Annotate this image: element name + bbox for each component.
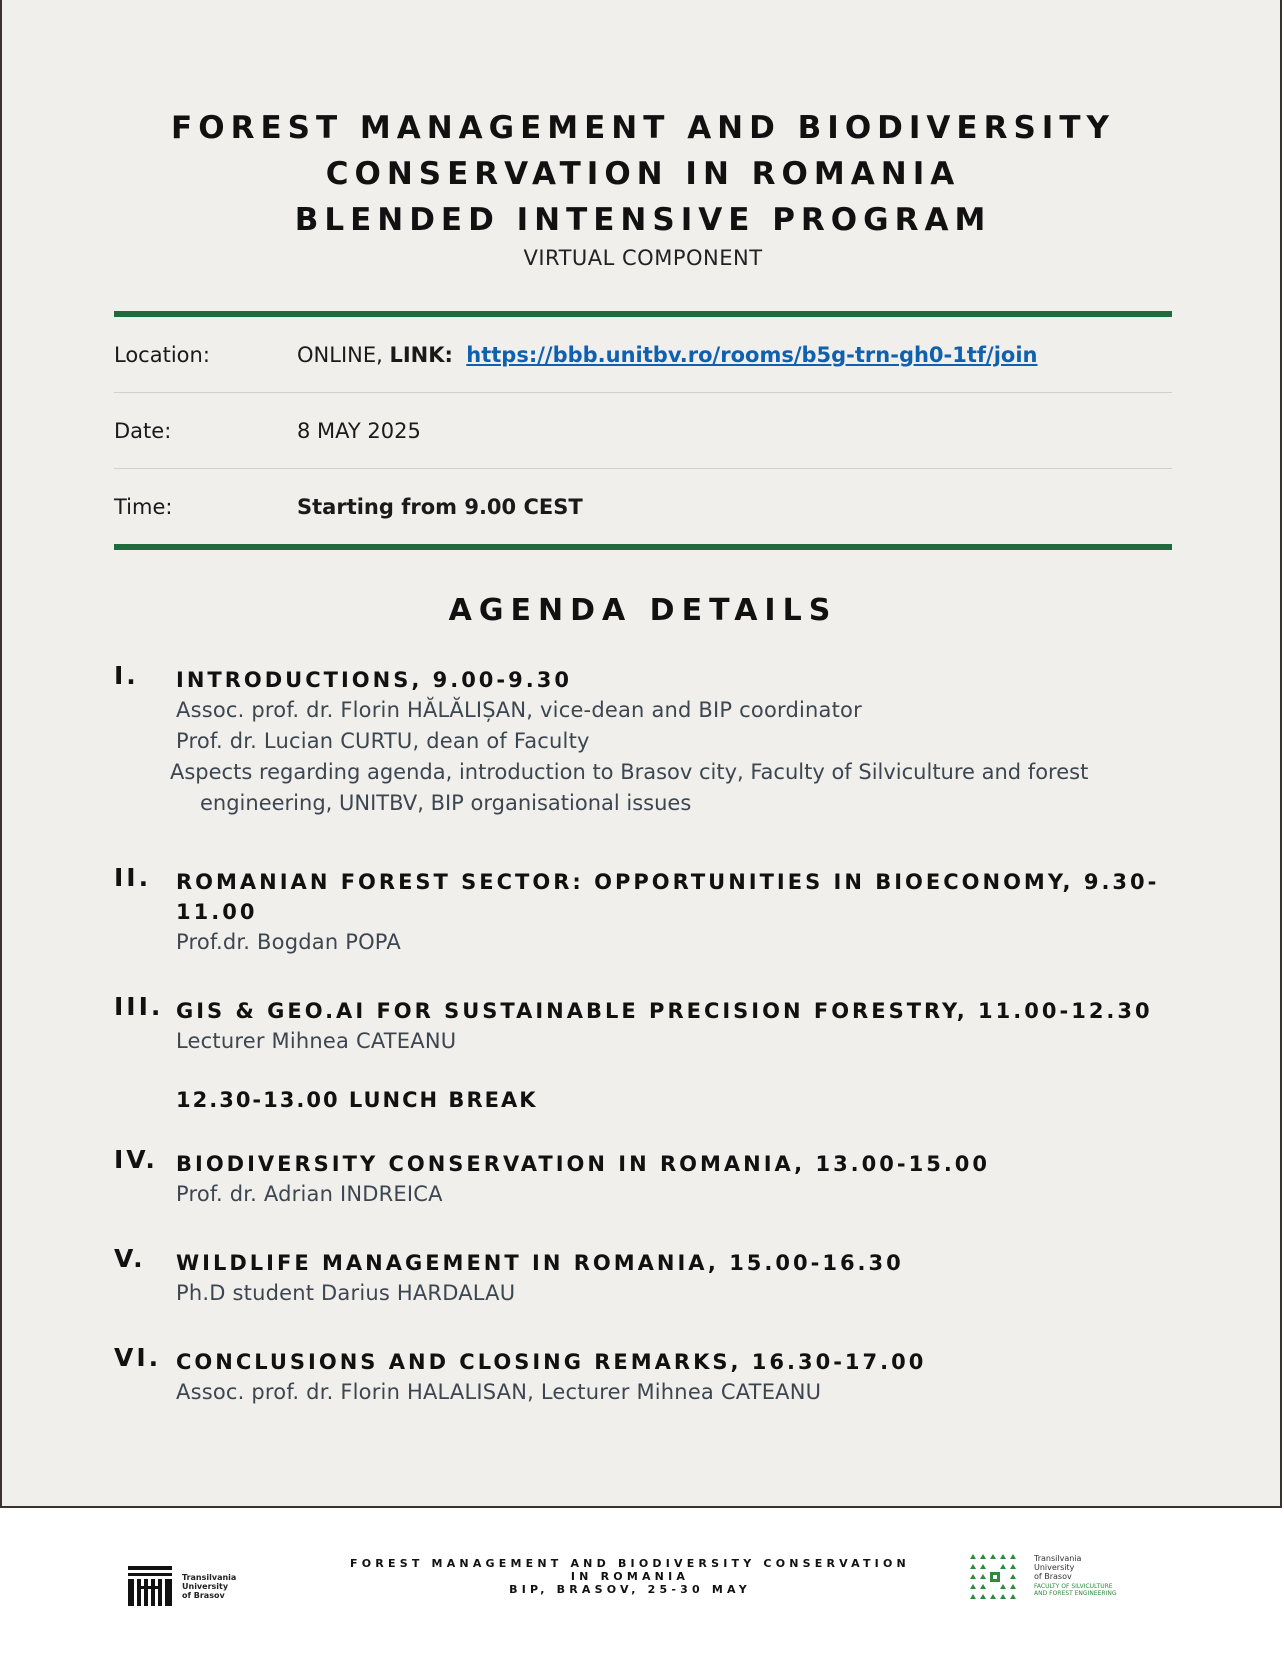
meeting-link[interactable]: https://bbb.unitbv.ro/rooms/b5g-trn-gh0-1tf/join <box>466 342 1038 367</box>
page-title-line-3: BLENDED INTENSIVE PROGRAM <box>294 202 992 238</box>
lunch-break-heading: 12.30-13.00 LUNCH BREAK <box>176 1088 538 1112</box>
agenda-item-description-line-2: engineering, UNITBV, BIP organisational issues <box>200 791 692 815</box>
date-value: 8 MAY 2025 <box>297 418 421 443</box>
agenda-item-speaker: Lecturer Mihnea CATEANU <box>176 1029 457 1053</box>
page-subtitle: VIRTUAL COMPONENT <box>523 246 763 270</box>
location-link-label: LINK: <box>389 342 453 367</box>
university-logo-left <box>128 1558 278 1614</box>
agenda-item-description <box>170 757 1174 819</box>
faculty-name-line: AND FOREST ENGINEERING <box>1034 1590 1117 1597</box>
agenda-item <box>114 992 1174 1057</box>
location-row <box>114 317 1172 392</box>
page-title-line-1: FOREST MANAGEMENT AND BIODIVERSITY <box>171 110 1115 146</box>
logo-text-line: University <box>1034 1563 1075 1572</box>
footer-line-2: IN ROMANIA <box>570 1570 690 1583</box>
faculty-tree-icon <box>970 1554 1020 1602</box>
agenda-item-heading: GIS & GEO.AI FOR SUSTAINABLE PRECISION FORESTRY, 11.00-12.30 <box>176 999 1153 1023</box>
date-row <box>114 393 1172 468</box>
agenda-item <box>114 1343 1174 1408</box>
agenda-item-heading: CONCLUSIONS AND CLOSING REMARKS, 16.30-17.00 <box>176 1350 927 1374</box>
agenda-item-speaker: Assoc. prof. dr. Florin HALALISAN, Lecturer Mihnea CATEANU <box>176 1380 822 1404</box>
university-logo-icon <box>128 1566 172 1606</box>
logo-text-line: University <box>182 1581 229 1591</box>
agenda-item <box>114 863 1174 958</box>
page-title-block <box>2 105 1284 271</box>
time-row <box>114 469 1172 544</box>
page-footer <box>0 1508 1284 1662</box>
faculty-logo-right <box>970 1554 1140 1614</box>
agenda-list <box>114 661 1174 1408</box>
logo-text-line: of Brasov <box>1034 1572 1072 1581</box>
agenda-item-heading: INTRODUCTIONS, 9.00-9.30 <box>176 668 572 692</box>
footer-program-title <box>320 1557 940 1596</box>
logo-text-line: Transilvania <box>1034 1554 1082 1563</box>
logo-text-line: Transilvania <box>182 1572 237 1582</box>
agenda-item-heading: BIODIVERSITY CONSERVATION IN ROMANIA, 13.00-15.00 <box>176 1152 991 1176</box>
location-prefix: ONLINE, <box>297 342 390 367</box>
agenda-item-speaker: Prof. dr. Lucian CURTU, dean of Faculty <box>176 729 590 753</box>
faculty-name-line: FACULTY OF SILVICULTURE <box>1034 1583 1113 1590</box>
agenda-item <box>114 661 1174 819</box>
bottom-divider <box>114 544 1172 550</box>
agenda-item-speaker: Prof.dr. Bogdan POPA <box>176 930 401 954</box>
event-info-table <box>114 311 1172 550</box>
faculty-name <box>1034 1583 1116 1597</box>
footer-line-3: BIP, BRASOV, 25-30 MAY <box>509 1583 751 1596</box>
agenda-item-heading: WILDLIFE MANAGEMENT IN ROMANIA, 15.00-16.30 <box>176 1251 904 1275</box>
logo-text-line: of Brasov <box>182 1590 225 1600</box>
agenda-item-speaker: Prof. dr. Adrian INDREICA <box>176 1182 443 1206</box>
agenda-item-numeral: IV. <box>114 1145 158 1174</box>
agenda-item-numeral: II. <box>114 863 152 892</box>
agenda-item <box>114 1145 1174 1210</box>
university-logo-text <box>182 1573 236 1600</box>
agenda-item-description-line-1: Aspects regarding agenda, introduction to Brasov city, Faculty of Silviculture and forest <box>170 760 1089 784</box>
agenda-item-speaker: Assoc. prof. dr. Florin HĂLĂLIȘAN, vice-dean and BIP coordinator <box>176 698 862 722</box>
time-label: Time: <box>114 494 173 519</box>
agenda-item <box>114 1244 1174 1309</box>
agenda-item-heading: ROMANIAN FOREST SECTOR: OPPORTUNITIES IN BIOECONOMY, 9.30-11.00 <box>176 870 1160 924</box>
agenda-item-numeral: III. <box>114 992 164 1021</box>
time-value: Starting from 9.00 CEST <box>297 494 583 519</box>
date-label: Date: <box>114 418 172 443</box>
footer-line-1: FOREST MANAGEMENT AND BIODIVERSITY CONSERVATION <box>350 1557 910 1570</box>
agenda-item-numeral: V. <box>114 1244 146 1273</box>
page-title-line-2: CONSERVATION IN ROMANIA <box>325 156 961 192</box>
agenda-title: AGENDA DETAILS <box>448 593 838 628</box>
location-value <box>297 343 1038 367</box>
agenda-item-numeral: I. <box>114 661 139 690</box>
agenda-item-numeral: VI. <box>114 1343 162 1372</box>
faculty-logo-text <box>1034 1554 1116 1597</box>
agenda-item-speaker: Ph.D student Darius HARDALAU <box>176 1281 516 1305</box>
location-label: Location: <box>114 342 210 367</box>
lunch-break <box>114 1085 1174 1115</box>
